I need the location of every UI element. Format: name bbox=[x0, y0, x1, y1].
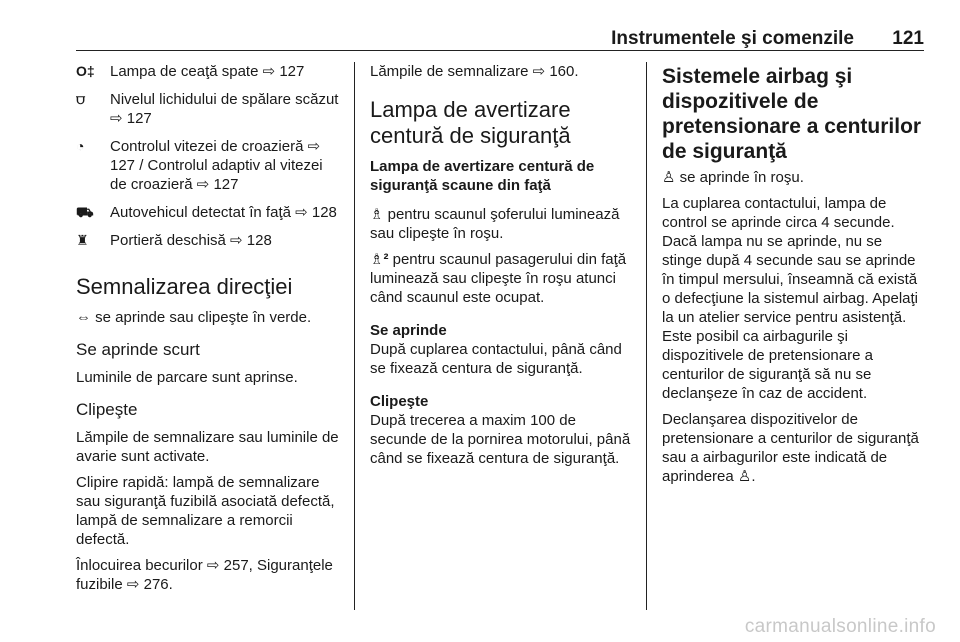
cruise-control-icon: ◔ bbox=[76, 138, 85, 154]
driver-seatbelt-icon: ♗ bbox=[370, 206, 384, 223]
rear-fog-lamp-icon: O‡ bbox=[76, 63, 95, 79]
column-divider bbox=[646, 62, 647, 610]
indicator-cruise bbox=[76, 137, 341, 194]
indicator-text: Portieră deschisă ⇨ 128 bbox=[110, 232, 272, 249]
airbag-deployment-text: Declanşarea dispozitivelor de pretensionare a centurilor de siguranţă sau a airbagurilor este indicată de aprinderea ♙. bbox=[662, 411, 919, 485]
indicator-vehicle-ahead bbox=[76, 203, 341, 222]
section-title: Instrumentele şi comenzile bbox=[611, 28, 854, 49]
indicator-text: Controlul vitezei de croazieră ⇨ 127 / Controlul adaptiv al vitezei de croazieră ⇨ 127 bbox=[110, 138, 323, 193]
column-divider bbox=[354, 62, 355, 610]
door-open-icon: ♜ bbox=[76, 232, 89, 248]
driver-belt-text: ♗ pentru scaunul şoferului luminează sau clipeşte în roşu. bbox=[370, 206, 620, 242]
turn-signal-heading: Semnalizarea direcţiei bbox=[76, 274, 293, 299]
indicator-text: Nivelul lichidului de spălare scăzut ⇨ 127 bbox=[110, 91, 339, 127]
blink-heading: Clipeşte bbox=[76, 400, 138, 419]
airbag-description: La cuplarea contactului, lampa de control se aprinde circa 4 secunde. Dacă lampa nu se aprinde, nu se stinge după 4 secunde sau se aprinde în timpul mersului, înseamnă că există o defecţiune la sistemul airbag. Apelaţi la un atelier service pentru asistenţă. Este posibil ca airbagurile şi dispozitivele de pretensionare a centurilor de siguranţă să nu se declanşeze în caz de accident. bbox=[662, 195, 918, 402]
lights-up-heading: Se aprinde bbox=[370, 322, 447, 339]
flashes-text: După trecerea a maxim 100 de secunde de la pornirea motorului, până când se fixează centura de siguranţă. bbox=[370, 412, 631, 467]
signal-lamps-reference: Lămpile de semnalizare ⇨ 160. bbox=[370, 63, 579, 80]
lights-up-text: După cuplarea contactului, până când se fixează centura de siguranţă. bbox=[370, 341, 622, 377]
indicator-text: Lampa de ceaţă spate ⇨ 127 bbox=[110, 63, 305, 80]
airbag-heading: Sistemele airbag şi dispozitivele de pretensionare a centurilor de siguranţă bbox=[662, 65, 922, 163]
blink-fast-text: Clipire rapidă: lampă de semnalizare sau siguranţă fuzibilă asociată defectă, lampă de semnalizare a remorcii defectă. bbox=[76, 474, 335, 548]
column-middle bbox=[370, 62, 636, 475]
blink-text: Lămpile de semnalizare sau luminile de avarie sunt activate. bbox=[76, 429, 339, 465]
turn-signal-text: ⇔ se aprinde sau clipeşte în verde. bbox=[76, 309, 312, 326]
page-header bbox=[76, 26, 924, 51]
turn-signal-icon: ⇔ bbox=[76, 309, 91, 326]
airbag-icon: ♙ bbox=[662, 169, 676, 186]
indicator-washer bbox=[76, 90, 341, 128]
airbag-icon: ♙ bbox=[737, 468, 752, 485]
page-number: 121 bbox=[892, 28, 924, 49]
column-left bbox=[76, 62, 341, 601]
seatbelt-warning-heading: Lampa de avertizare centură de siguranţă bbox=[370, 97, 571, 148]
watermark: carmanualsonline.info bbox=[744, 616, 936, 637]
short-on-text: Luminile de parcare sunt aprinse. bbox=[76, 369, 298, 386]
airbag-status-text: ♙ se aprinde în roşu. bbox=[662, 169, 804, 186]
short-on-heading: Se aprinde scurt bbox=[76, 340, 200, 359]
vehicle-ahead-icon: ⛟ bbox=[76, 204, 94, 220]
column-right bbox=[662, 62, 926, 493]
flashes-heading: Clipeşte bbox=[370, 393, 429, 410]
front-seat-belt-heading: Lampa de avertizare centură de siguranţă scaune din faţă bbox=[370, 158, 595, 194]
bulb-fuse-reference: Înlocuirea becurilor ⇨ 257, Siguranţele fuzibile ⇨ 276. bbox=[76, 557, 333, 593]
indicator-text: Autovehicul detectat în faţă ⇨ 128 bbox=[110, 204, 337, 221]
indicator-door-open bbox=[76, 231, 341, 250]
washer-fluid-icon: ⩌ bbox=[76, 91, 86, 107]
passenger-belt-text: ♗² pentru scaunul pasagerului din faţă luminează sau clipeşte în roşu atunci când scaunul este ocupat. bbox=[370, 251, 627, 306]
passenger-seatbelt-icon: ♗² bbox=[370, 251, 389, 268]
indicator-rear-fog bbox=[76, 62, 341, 81]
